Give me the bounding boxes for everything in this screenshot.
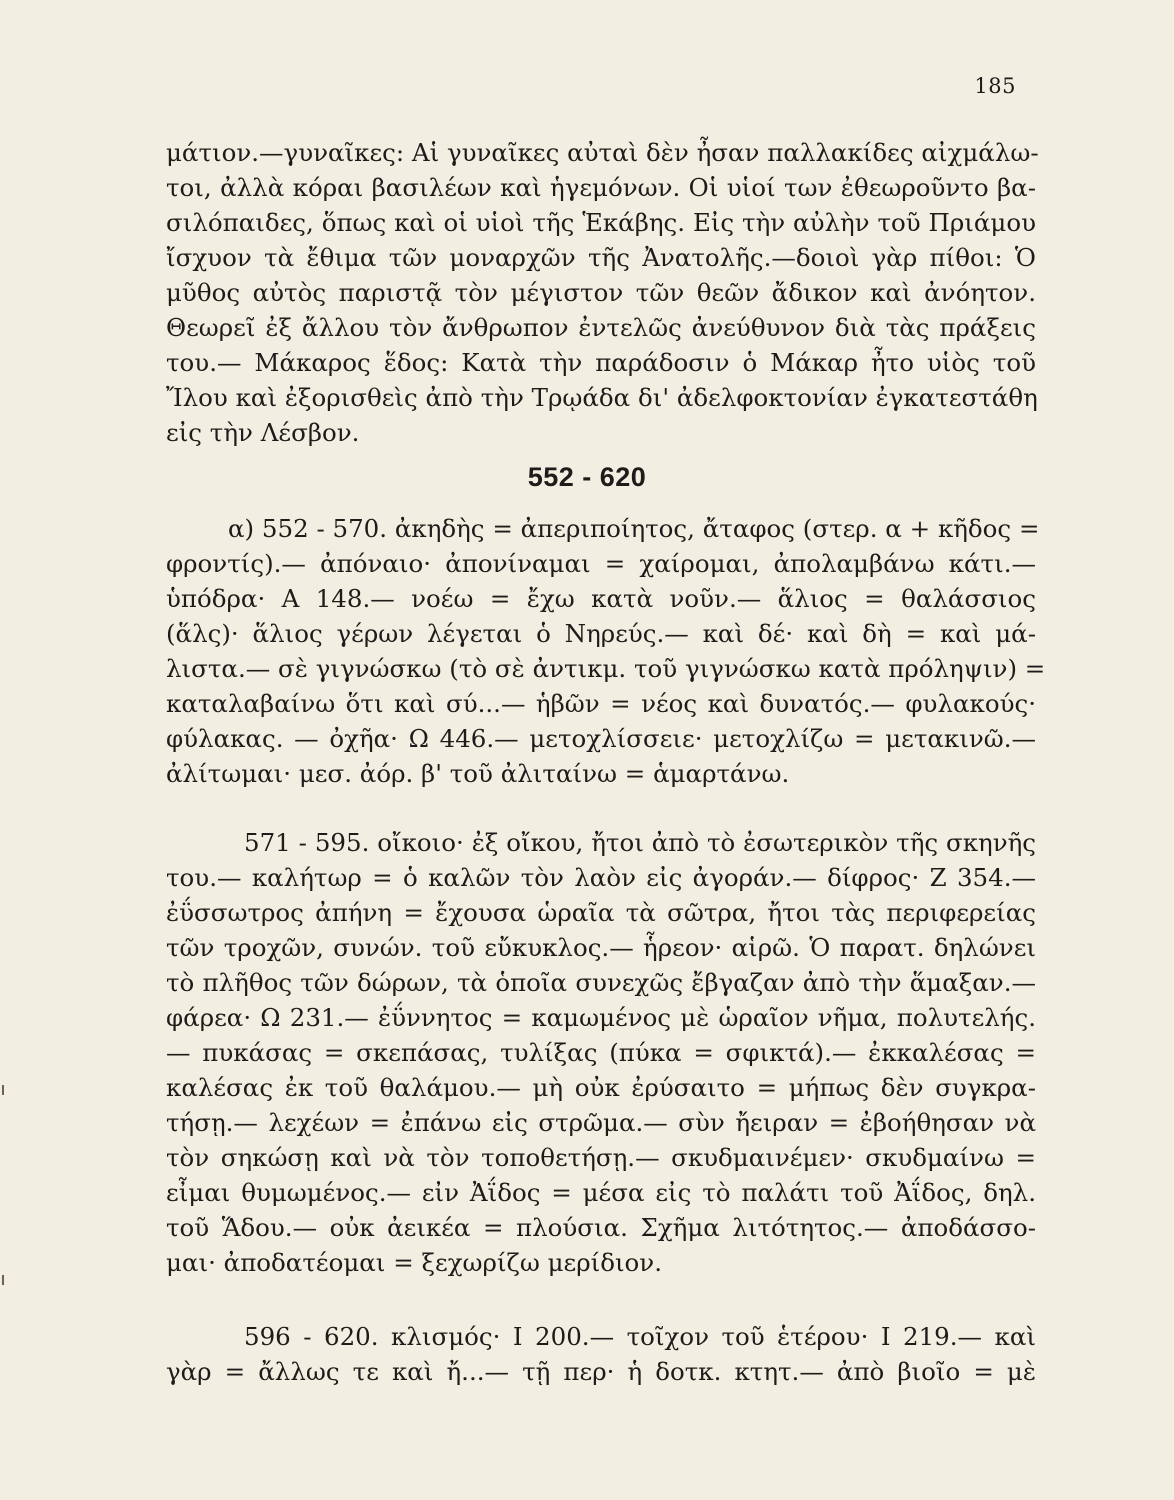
text-line: α) 552 - 570. ἀκηδὴς = ἀπεριποίητος, ἄταφος (στερ. α + κῆδος = [228,514,1040,543]
section-heading: 552 - 620 [527,462,647,492]
text-line: καλέσας ἐκ τοῦ θαλάμου.— μὴ οὐκ ἐρύσαιτο = μήπως δὲν συγκρα- [166,1073,1036,1102]
text-line: ὑπόδρα· Α 148.— νοέω = ἔχω κατὰ νοῦν.— ἅλιος = θαλάσσιος [166,584,1036,613]
text-line: 571 - 595. οἴκοιο· ἐξ οἴκου, ἤτοι ἀπὸ τὸ ἐσωτερικὸν τῆς σκηνῆς [244,828,1036,857]
text-line: 596 - 620. κλισμός· Ι 200.— τοῖχον τοῦ ἑτέρου· Ι 219.— καὶ [244,1322,1036,1351]
text-line: τὸν σηκώσῃ καὶ νὰ τὸν τοποθετήσῃ.— σκυδμαινέμεν· σκυδμαίνω = [166,1143,1036,1172]
text-line: καταλαβαίνω ὅτι καὶ σύ...— ἡβῶν = νέος καὶ δυνατός.— φυλακούς· [166,689,1036,718]
text-line: φροντίς).— ἀπόναιο· ἀπονίναμαι = χαίρομαι, ἀπολαμβάνω κάτι.— [166,549,1036,578]
text-line: (ἅλς)· ἅλιος γέρων λέγεται ὁ Νηρεύς.— καὶ δέ· καὶ δὴ = καὶ μά- [166,619,1036,648]
text-line: τὸ πλῆθος τῶν δώρων, τὰ ὁποῖα συνεχῶς ἔβγαζαν ἀπὸ τὴν ἅμαξαν.— [166,968,1036,997]
text-line: Θεωρεῖ ἐξ ἄλλου τὸν ἄνθρωπον ἐντελῶς ἀνεύθυνον διὰ τὰς πράξεις [166,313,1036,342]
text-line: Ἴλου καὶ ἐξορισθεὶς ἀπὸ τὴν Τρῳάδα δι' ἀδελφοκτονίαν ἐγκατεστάθη [166,383,1038,412]
text-line: — πυκάσας = σκεπάσας, τυλίξας (πύκα = σφικτά).— ἐκκαλέσας = [166,1038,1036,1067]
scan-mark [2,1085,4,1095]
text-line: του.— Μάκαρος ἕδος: Κατὰ τὴν παράδοσιν ὁ Μάκαρ ἦτο υἱὸς τοῦ [166,348,1036,377]
text-line: τοι, ἀλλὰ κόραι βασιλέων καὶ ἡγεμόνων. Οἱ υἱοί των ἐθεωροῦντο βα- [166,173,1036,202]
text-line: μῦθος αὐτὸς παριστᾷ τὸν μέγιστον τῶν θεῶν ἄδικον καὶ ἀνόητον. [166,278,1036,307]
text-line: μαι· ἀποδατέομαι = ξεχωρίζω μερίδιον. [166,1248,662,1277]
text-line: ἐΰσσωτρος ἀπήνη = ἔχουσα ὡραῖα τὰ σῶτρα, ἤτοι τὰς περιφερείας [166,898,1036,927]
text-line: σιλόπαιδες, ὅπως καὶ οἱ υἱοὶ τῆς Ἑκάβης. Εἰς τὴν αὐλὴν τοῦ Πριάμου [166,208,1036,237]
text-line: τήσῃ.— λεχέων = ἐπάνω εἰς στρῶμα.— σὺν ἤειραν = ἐβοήθησαν νὰ [166,1108,1036,1137]
text-line: εἰς τὴν Λέσβον. [166,418,360,447]
text-line: τοῦ Ἅδου.— οὐκ ἀεικέα = πλούσια. Σχῆμα λιτότητος.— ἀποδάσσο- [166,1213,1036,1242]
scan-mark [2,1275,4,1285]
text-line: λιστα.— σὲ γιγνώσκω (τὸ σὲ ἀντικμ. τοῦ γιγνώσκω κατὰ πρόληψιν) = [166,654,1046,683]
page-number: 185 [974,74,1016,98]
text-line: γὰρ = ἄλλως τε καὶ ἤ...— τῇ περ· ἡ δοτκ. κτητ.— ἀπὸ βιοῖο = μὲ [166,1357,1036,1386]
text-line: φύλακας. — ὀχῆα· Ω 446.— μετοχλίσσειε· μετοχλίζω = μετακινῶ.— [166,724,1036,753]
text-line: ἴσχυον τὰ ἔθιμα τῶν μοναρχῶν τῆς Ἀνατολῆς.—δοιοὶ γὰρ πίθοι: Ὁ [166,243,1036,272]
text-line: τῶν τροχῶν, συνών. τοῦ εὔκυκλος.— ἧρεον· αἱρῶ. Ὁ παρατ. δηλώνει [166,933,1036,962]
text-line: του.— καλήτωρ = ὁ καλῶν τὸν λαὸν εἰς ἀγοράν.— δίφρος· Ζ 354.— [166,863,1036,892]
text-line: ἀλίτωμαι· μεσ. ἀόρ. β' τοῦ ἀλιταίνω = ἁμαρτάνω. [166,759,790,788]
text-line: μάτιον.—γυναῖκες: Αἱ γυναῖκες αὐταὶ δὲν ἦσαν παλλακίδες αἰχμάλω- [166,138,1039,167]
text-line: εἶμαι θυμωμένος.— εἰν Ἀΐδος = μέσα εἰς τὸ παλάτι τοῦ Ἀΐδος, δηλ. [166,1178,1036,1207]
text-line: φάρεα· Ω 231.— ἐΰννητος = καμωμένος μὲ ὡραῖον νῆμα, πολυτελής. [166,1003,1036,1032]
